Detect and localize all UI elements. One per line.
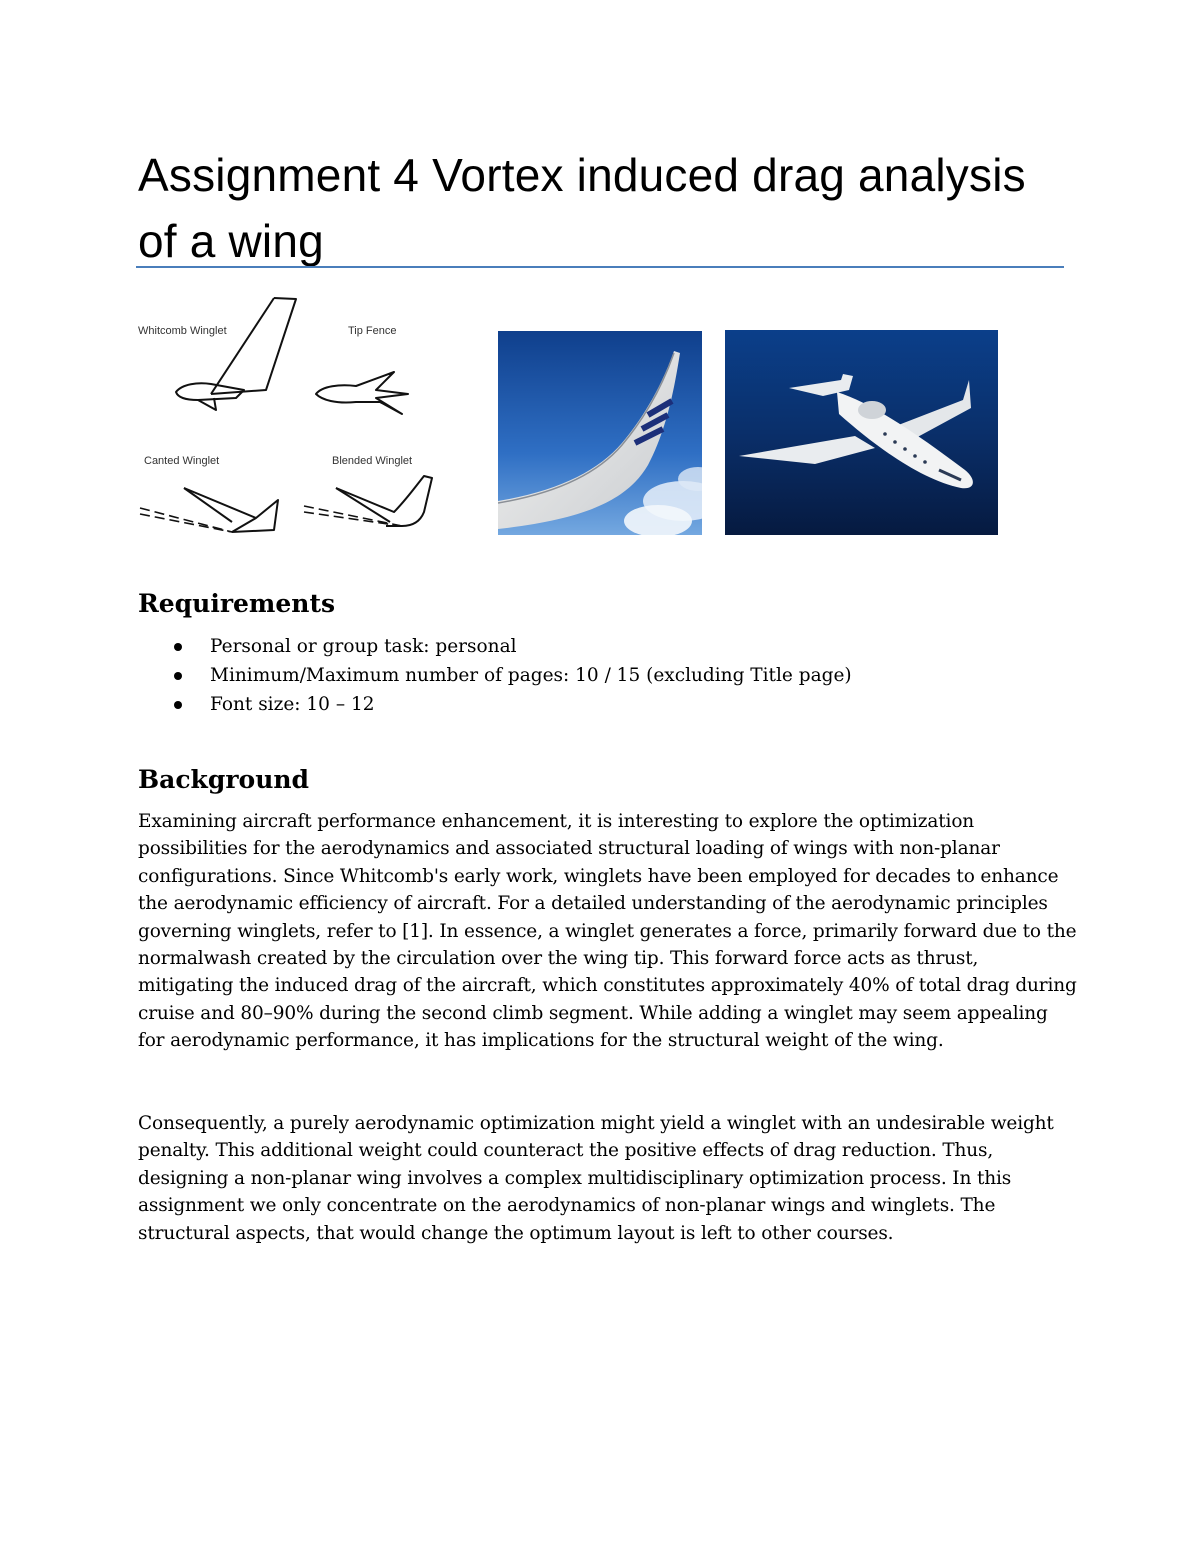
label-tip-fence: Tip Fence	[348, 325, 397, 337]
winglet-types-diagram	[136, 290, 441, 540]
requirements-heading: Requirements	[138, 589, 336, 618]
label-blended-winglet: Blended Winglet	[332, 455, 413, 467]
bullet-icon	[174, 701, 182, 709]
label-whitcomb-winglet: Whitcomb Winglet	[138, 325, 227, 337]
whitcomb-winglet-shape	[176, 298, 296, 410]
background-paragraph-2: Consequently, a purely aerodynamic optimization might yield a winglet with an undesirable weight penalty. This additional weight could counteract the positive effects of drag reduction. Thus, designing a non-planar wing involves a complex multidisciplinary optimization process. In this assignment we only concentrate on the aerodynamics of non-planar wings and winglets. The structural aspects, that would change the optimum layout is left to other courses.	[138, 1113, 1054, 1244]
business-jet-photo	[725, 330, 998, 535]
tip-fence-shape	[316, 372, 408, 414]
list-item: Personal or group task: personal	[170, 632, 852, 661]
requirements-list	[170, 632, 852, 719]
label-canted-winglet: Canted Winglet	[144, 455, 220, 467]
background-heading: Background	[138, 765, 310, 794]
list-item: Minimum/Maximum number of pages: 10 / 15 (excluding Title page)	[170, 661, 852, 690]
list-item: Font size: 10 – 12	[170, 690, 852, 719]
winglet-photo	[498, 331, 702, 535]
title-underline	[136, 266, 1064, 268]
page-title: Assignment 4 Vortex induced drag analysis of a wing	[138, 149, 1026, 267]
blended-winglet-shape	[304, 476, 432, 526]
bullet-icon	[174, 672, 182, 680]
background-paragraph-1: Examining aircraft performance enhancement, it is interesting to explore the optimization possibilities for the aerodynamics and associated structural loading of wings with non-planar configurations. Since Whitcomb's early work, winglets have been employed for decades to enhance the aerodynamic efficiency of aircraft. For a detailed understanding of the aerodynamic principles governing winglets, refer to [1]. In essence, a winglet generates a force, primarily forward due to the normalwash created by the circulation over the wing tip. This forward force acts as thrust, mitigating the induced drag of the aircraft, which constitutes approximately 40% of total drag during cruise and 80–90% during the second climb segment. While adding a winglet may seem appealing for aerodynamic performance, it has implications for the structural weight of the wing.	[138, 811, 1077, 1052]
bullet-icon	[174, 643, 182, 651]
canted-winglet-shape	[140, 488, 278, 532]
